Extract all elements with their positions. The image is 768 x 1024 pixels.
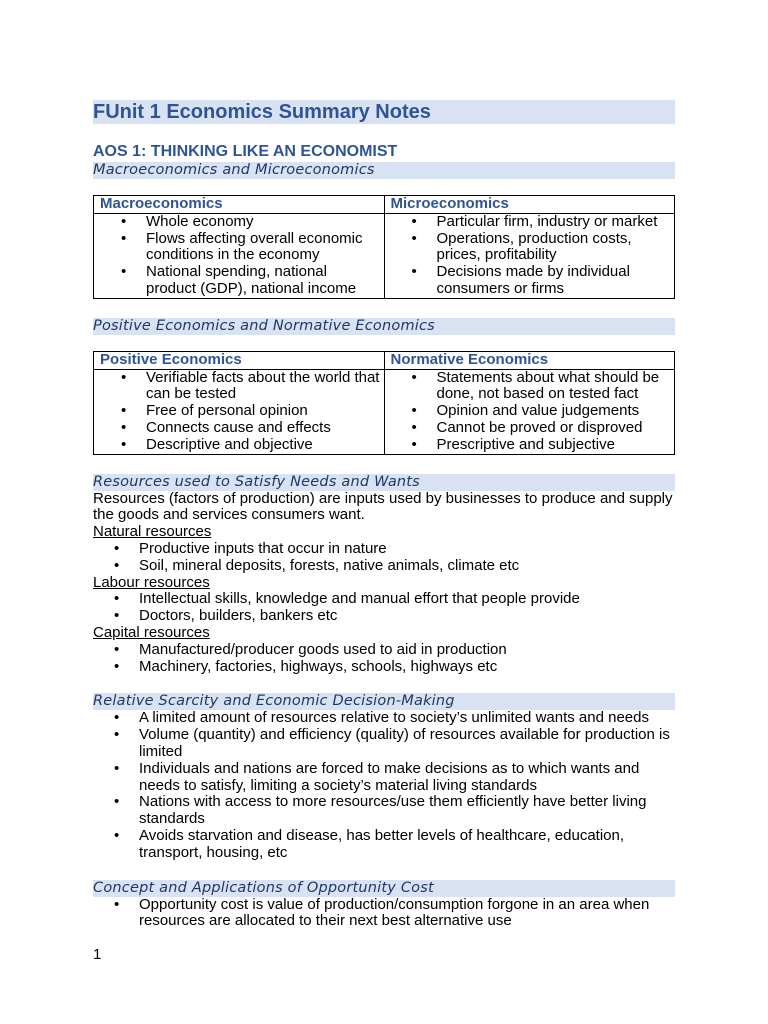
list-item: • Manufactured/producer goods used to aid in production xyxy=(93,642,675,659)
list-item: • Connects cause and effects xyxy=(94,420,384,437)
list-item: • Machinery, factories, highways, schools, highways etc xyxy=(93,659,675,676)
list-item: • Soil, mineral deposits, forests, native animals, climate etc xyxy=(93,558,675,575)
scarcity-list xyxy=(93,710,675,861)
list-item: • Decisions made by individual consumers or firms xyxy=(385,264,675,298)
list-item: • Volume (quantity) and efficiency (quality) of resources available for production is limited xyxy=(93,727,675,761)
section-heading-macro-micro: Macroeconomics and Microeconomics xyxy=(93,162,675,179)
document-page xyxy=(93,100,675,930)
list-item: • A limited amount of resources relative to society’s unlimited wants and needs xyxy=(93,710,675,727)
resources-intro: Resources (factors of production) are inputs used by businesses to produce and supply the goods and services consumers want. xyxy=(93,489,673,524)
table-header-micro: Microeconomics xyxy=(384,196,675,214)
positive-normative-table xyxy=(93,351,675,455)
list-item: • Statements about what should be done, not based on tested fact xyxy=(385,370,675,404)
list-item: • Opinion and value judgements xyxy=(385,403,675,420)
group-label-labour: Labour resources xyxy=(93,573,210,591)
list-item: • Avoids starvation and disease, has better levels of healthcare, education, transport, housing, etc xyxy=(93,828,675,862)
list-item: • Cannot be proved or disproved xyxy=(385,420,675,437)
document-title: FUnit 1 Economics Summary Notes xyxy=(93,100,675,124)
table-header-positive: Positive Economics xyxy=(94,351,385,369)
macro-micro-table xyxy=(93,195,675,299)
list-item: • Operations, production costs, prices, profitability xyxy=(385,231,675,265)
section-heading-opportunity-cost: Concept and Applications of Opportunity Cost xyxy=(93,880,675,897)
list-item: • Productive inputs that occur in nature xyxy=(93,541,675,558)
list-item: • Free of personal opinion xyxy=(94,403,384,420)
list-item: • Individuals and nations are forced to make decisions as to which wants and needs to satisfy, limiting a society’s material living standards xyxy=(93,761,675,795)
section-heading-resources: Resources used to Satisfy Needs and Wants xyxy=(93,474,675,491)
list-item: • Opportunity cost is value of production/consumption forgone in an area when resources are allocated to their next best alternative use xyxy=(93,897,675,931)
table-header-macro: Macroeconomics xyxy=(94,196,385,214)
list-item: • Intellectual skills, knowledge and manual effort that people provide xyxy=(93,591,675,608)
page-number: 1 xyxy=(93,946,102,963)
resources-section xyxy=(93,491,675,676)
table-cell-positive xyxy=(94,369,385,454)
table-cell-micro xyxy=(384,213,675,298)
list-item: • Descriptive and objective xyxy=(94,437,384,454)
list-item: • Prescriptive and subjective xyxy=(385,437,675,454)
list-item: • Verifiable facts about the world that can be tested xyxy=(94,370,384,404)
table-cell-normative xyxy=(384,369,675,454)
table-header-normative: Normative Economics xyxy=(384,351,675,369)
section-heading-scarcity: Relative Scarcity and Economic Decision-Making xyxy=(93,693,675,710)
group-label-natural: Natural resources xyxy=(93,523,212,541)
list-item: • Doctors, builders, bankers etc xyxy=(93,608,675,625)
aos-heading: AOS 1: THINKING LIKE AN ECONOMIST xyxy=(93,143,398,160)
group-label-capital: Capital resources xyxy=(93,623,210,641)
list-item: • Particular firm, industry or market xyxy=(385,214,675,231)
section-heading-positive-normative: Positive Economics and Normative Economics xyxy=(93,318,675,335)
list-item: • Whole economy xyxy=(94,214,384,231)
list-item: • National spending, national product (GDP), national income xyxy=(94,264,384,298)
list-item: • Flows affecting overall economic conditions in the economy xyxy=(94,231,384,265)
opportunity-cost-list xyxy=(93,897,675,931)
table-cell-macro xyxy=(94,213,385,298)
list-item: • Nations with access to more resources/use them efficiently have better living standards xyxy=(93,794,675,828)
